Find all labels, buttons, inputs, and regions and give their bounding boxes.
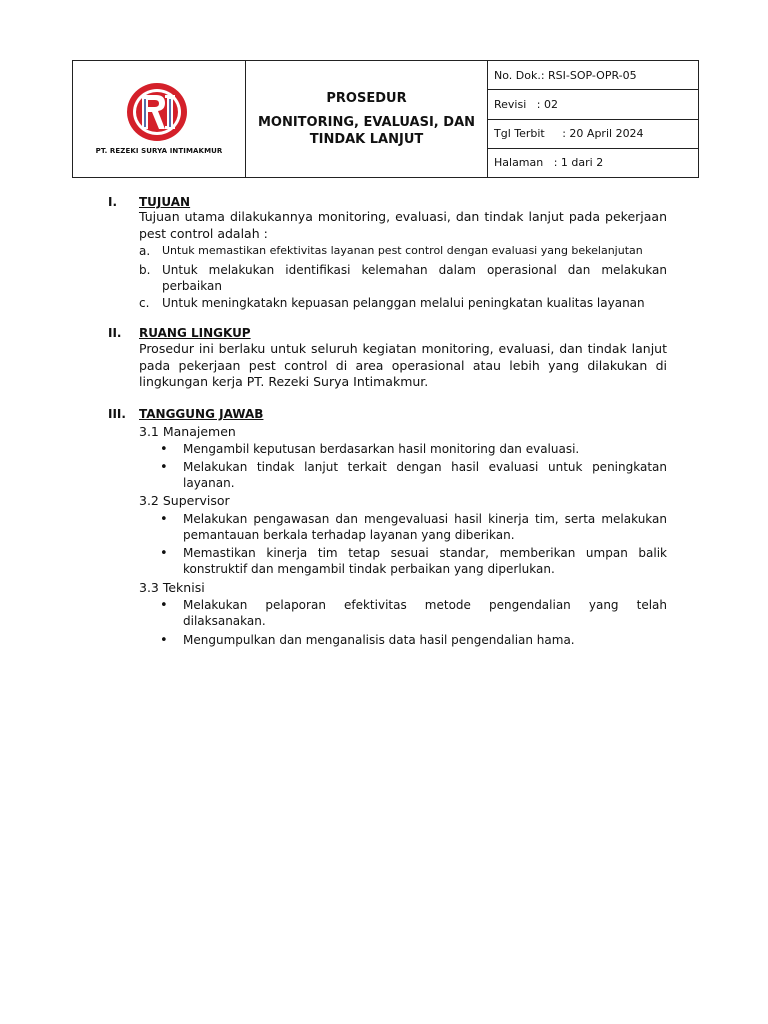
title-cell bbox=[246, 61, 488, 177]
list-text: Untuk memastikan efektivitas layanan pest control dengan evaluasi yang bekelanjutan bbox=[162, 244, 643, 257]
section-heading: TANGGUNG JAWAB bbox=[139, 407, 264, 421]
subsection-title: 3.1 Manajemen bbox=[139, 424, 236, 439]
list-text: Untuk melakukan identifikasi kelemahan dalam operasional dan melakukan perbaikan bbox=[162, 263, 667, 293]
bullet-icon: • bbox=[160, 546, 168, 561]
section-number: III. bbox=[108, 407, 126, 421]
bullet-text: Mengambil keputusan berdasarkan hasil monitoring dan evaluasi. bbox=[183, 442, 580, 456]
bullet-text: Memastikan kinerja tim tetap sesuai standar, memberikan umpan balik konstruktif dan mengambil tindak perbaikan yang diperlukan. bbox=[183, 546, 667, 576]
section-text: Prosedur ini berlaku untuk seluruh kegiatan monitoring, evaluasi, dan tindak lanjut pada pekerjaan pest control di area operasional atau lebih yang dilakukan di lingkungan kerja PT. Rezeki Surya Intimakmur. bbox=[139, 341, 667, 389]
document-type: PROSEDUR bbox=[326, 90, 407, 106]
company-logo bbox=[125, 81, 189, 143]
bullet-icon: • bbox=[160, 460, 168, 475]
issue-date: Tgl Terbit : 20 April 2024 bbox=[488, 120, 698, 149]
subsection-title: 3.2 Supervisor bbox=[139, 493, 230, 508]
bullet-icon: • bbox=[160, 633, 168, 648]
bullet-icon: • bbox=[160, 598, 168, 613]
section-number: II. bbox=[108, 326, 122, 340]
section-number: I. bbox=[108, 195, 118, 209]
list-marker: a. bbox=[139, 244, 151, 258]
bullet-icon: • bbox=[160, 442, 168, 457]
document-title: MONITORING, EVALUASI, DAN TINDAK LANJUT bbox=[257, 114, 476, 147]
bullet-text: Melakukan pengawasan dan mengevaluasi hasil kinerja tim, serta melakukan pemantauan berkala terhadap layanan yang diberikan. bbox=[183, 512, 667, 542]
logo-cell bbox=[73, 61, 246, 177]
section-heading: TUJUAN bbox=[139, 195, 191, 209]
meta-cell bbox=[488, 61, 698, 177]
bullet-text: Mengumpulkan dan menganalisis data hasil pengendalian hama. bbox=[183, 633, 575, 647]
section-intro: Tujuan utama dilakukannya monitoring, evaluasi, dan tindak lanjut pada pekerjaan pest control adalah : bbox=[139, 209, 667, 241]
bullet-text: Melakukan tindak lanjut terkait dengan hasil evaluasi untuk peningkatan layanan. bbox=[183, 460, 667, 490]
bullet-text: Melakukan pelaporan efektivitas metode pengendalian yang telah dilaksanakan. bbox=[183, 598, 667, 628]
list-marker: b. bbox=[139, 263, 151, 277]
list-text: Untuk meningkatakn kepuasan pelanggan melalui peningkatan kualitas layanan bbox=[162, 296, 645, 310]
page-count: Halaman : 1 dari 2 bbox=[494, 156, 604, 170]
bullet-icon: • bbox=[160, 512, 168, 527]
revision: Revisi : 02 bbox=[488, 90, 698, 119]
company-name: PT. REZEKI SURYA INTIMAKMUR bbox=[95, 147, 223, 155]
list-marker: c. bbox=[139, 296, 150, 310]
doc-number: No. Dok.: RSI-SOP-OPR-05 bbox=[488, 61, 698, 90]
subsection-title: 3.3 Teknisi bbox=[139, 580, 205, 595]
document-header-table bbox=[72, 60, 699, 178]
section-heading: RUANG LINGKUP bbox=[139, 326, 251, 340]
